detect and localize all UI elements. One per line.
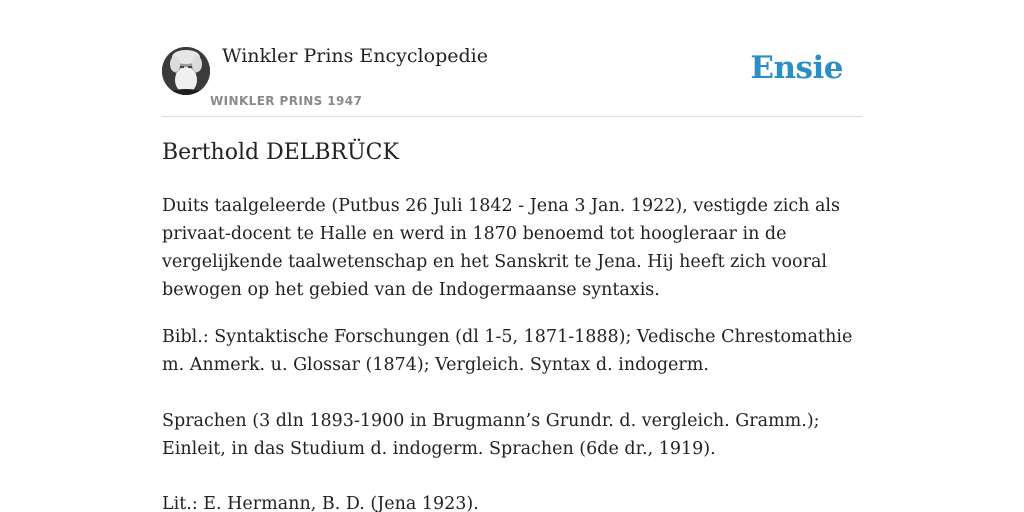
entry-paragraph-literature: Lit.: E. Hermann, B. D. (Jena 1923). (162, 494, 479, 512)
article (162, 0, 862, 512)
source-header (162, 0, 862, 117)
entry-title: Berthold DELBRÜCK (162, 140, 399, 165)
source-title-link[interactable]: Winkler Prins Encyclopedie (222, 45, 488, 67)
entry-paragraph-description: Duits taalgeleerde (Putbus 26 Juli 1842 - Jena 3 Jan. 1922), vestigde zich als privaat-docent te Halle en werd in 1870 benoemd tot hoogleraar in de vergelijkende taalwetenschap en het Sanskrit te Jena. Hij heeft zich vooral bewogen op het gebied van de Indogermaanse syntaxis. (162, 196, 841, 300)
portrait-avatar-icon[interactable] (162, 47, 210, 95)
entry-paragraph-bibliography-continued: Sprachen (3 dln 1893-1900 in Brugmann’s Grundr. d. vergleich. Gramm.); Einleit, in das Studium d. indogerm. Sprachen (6de dr., 1919). (162, 411, 820, 459)
source-edition-label: WINKLER PRINS 1947 (210, 94, 363, 108)
entry-paragraph-bibliography: Bibl.: Syntaktische Forschungen (dl 1-5, 1871-1888); Vedische Chrestomathie m. Anmerk. u. Glossar (1874); Vergleich. Syntax d. indogerm. (162, 327, 853, 375)
brand-logo-link[interactable]: Ensie (750, 50, 843, 86)
